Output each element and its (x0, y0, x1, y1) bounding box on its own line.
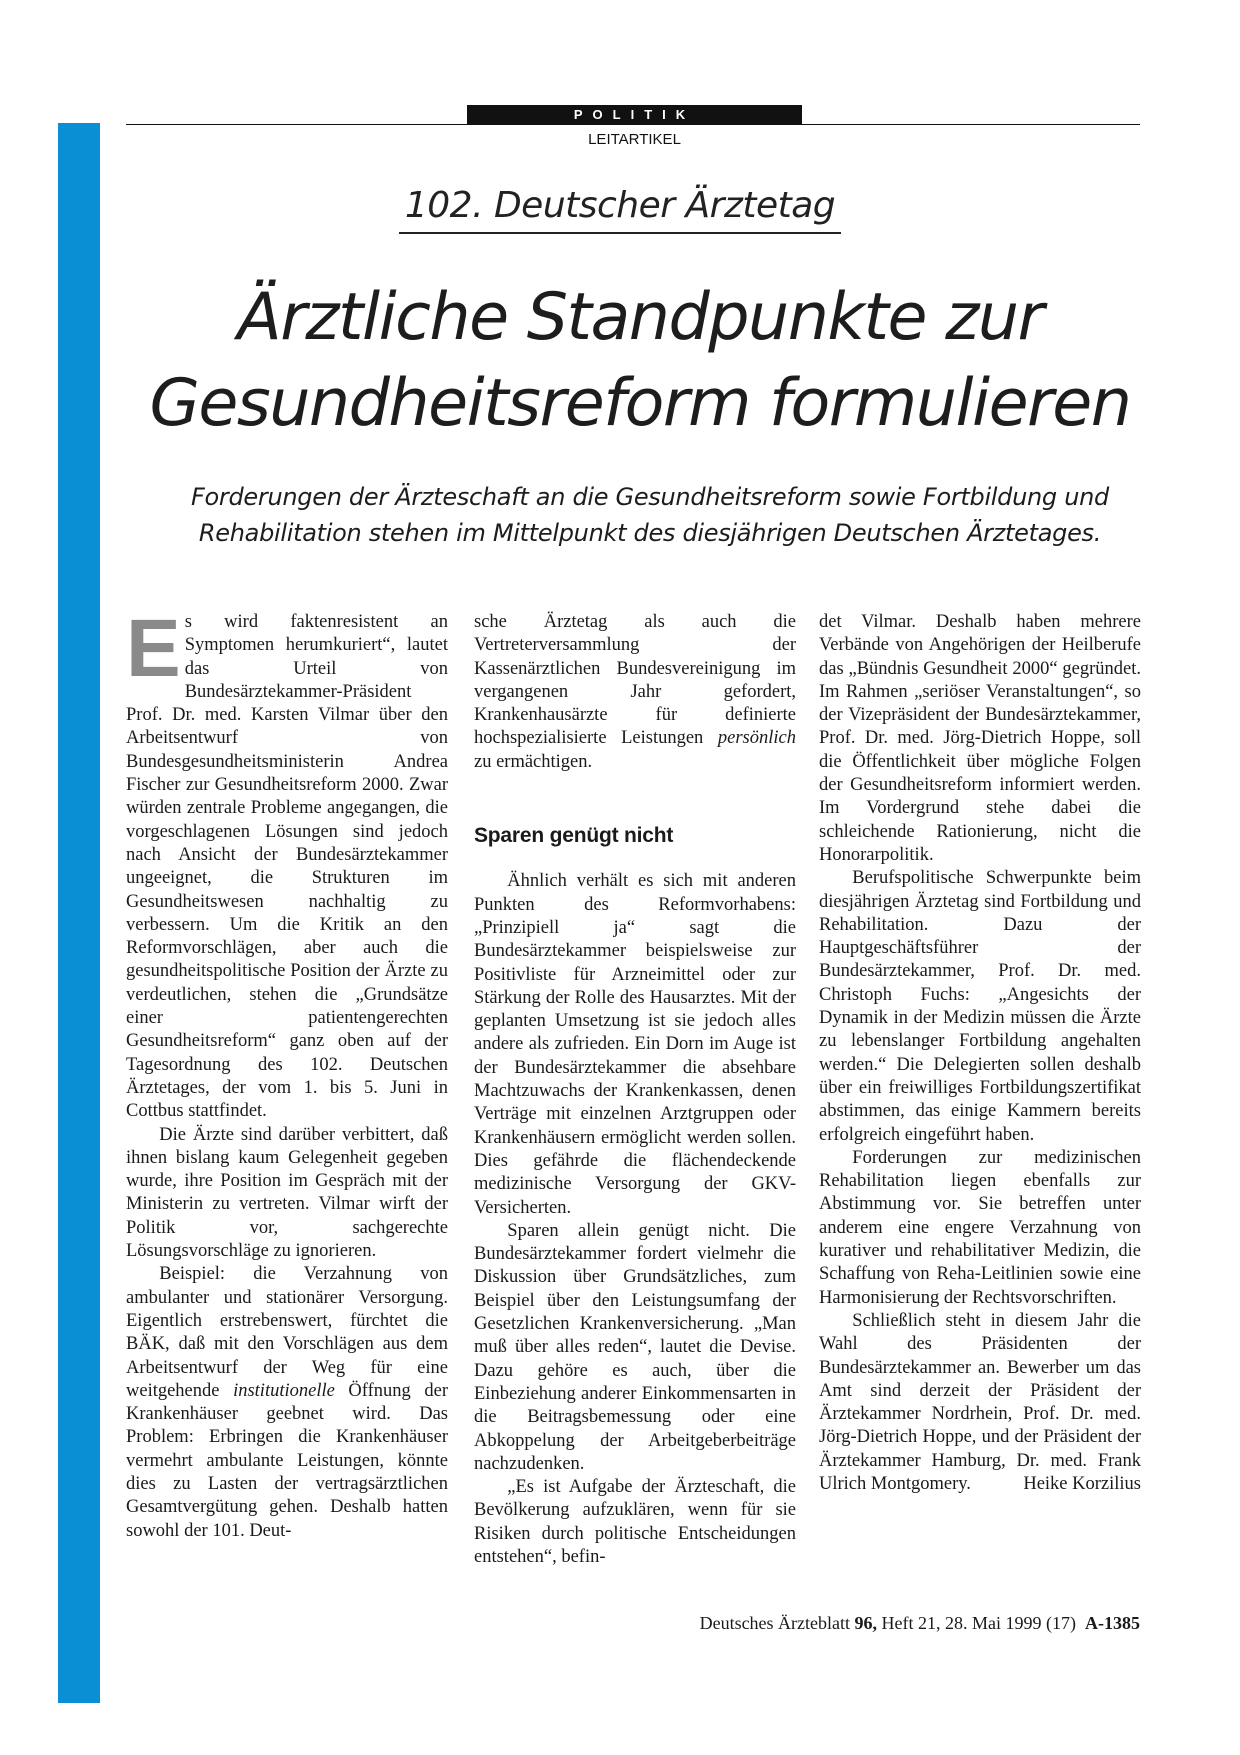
paragraph (126, 603, 448, 1124)
headline-line-2: Gesundheitsreform formulieren (149, 366, 1131, 441)
paragraph: Die Ärzte sind darüber verbittert, daß ihnen bislang kaum Gelegenheit gegeben wurde, ihre Position im Gespräch mit der Ministerin zu vertreten. Vilmar wirft der Politik vor, sachgerechte Lösungsvorschläge zu ignorieren. (126, 1124, 448, 1262)
headline-line-1: Ärztliche Standpunkte zur (237, 280, 1043, 355)
paragraph: Forderungen zur medizinischen Rehabilitation liegen ebenfalls zur Abstimmung vor. Sie betreffen unter anderem eine engere Verzahnung von kurativer und rehabilitativer Medizin, die Schaffung von Reha-Leitlinien sowie eine Harmonisierung der Rechtsvorschriften. (819, 1147, 1141, 1308)
volume: 96, (854, 1613, 878, 1633)
lead-paragraph: Forderungen der Ärzteschaft an die Gesundheitsreform sowie Fortbildung und Rehabilitation stehen im Mittelpunkt des diesjährigen Deutschen Ärztetages. (191, 483, 1109, 547)
column-1 (126, 603, 448, 1543)
header-rule (126, 124, 1140, 125)
page-number: A-1385 (1085, 1613, 1140, 1633)
paragraph (126, 1263, 448, 1543)
subheading: Sparen genügt nicht (474, 824, 674, 848)
subsection-label: LEITARTIKEL (588, 131, 681, 148)
drop-cap: E (126, 603, 181, 694)
paragraph (819, 1310, 1141, 1496)
emphasis: institutionelle (233, 1380, 335, 1401)
column-3 (819, 611, 1141, 1496)
paragraph-text: Öffnung der Krankenhäuser geebnet wird. Das Problem: Erbringen die Krankenhäuser vermehrt ambulante Leistungen, könnte dies zu Lasten der vertragsärztlichen Gesamtvergütung gehen. Deshalb hatten sowohl der 101. Deut- (126, 1380, 448, 1541)
section-label: POLITIK (467, 105, 802, 125)
paragraph-text: Beispiel: die Verzahnung von ambulanter und stationärer Versorgung. Eigentlich erstrebenswert, fürchtet die BÄK, daß mit den Vorschlägen aus dem Arbeitsentwurf der Weg für eine weitgehende (126, 1264, 448, 1401)
paragraph: „Es ist Aufgabe der Ärzteschaft, die Bevölkerung aufzuklären, wenn für sie Risiken durch politische Entscheidungen entstehen“, befin- (474, 1477, 796, 1567)
paragraph-text: s wird faktenresistent an Symptomen herumkuriert“, lautet das Urteil von Bundesärztekammer-Präsident Prof. Dr. med. Karsten Vilmar über den Arbeitsentwurf von Bundesgesundheitsministerin Andrea Fischer zur Gesundheitsreform 2000. Zwar würden zentrale Probleme angegangen, die vorgeschlagenen Lösungen sind jedoch nach Ansicht der Bundesärztekammer ungeeignet, die Strukturen im Gesundheitswesen nachhaltig zu verbessern. Um die Kritik an den Reformvorschlägen, aber auch die gesundheitspolitische Position der Ärzte zu verdeutlichen, stehen die „Grundsätze einer patientengerechten Gesundheitsreform“ ganz oben auf der Tagesordnung des 102. Deutschen Ärztetages, der vom 1. bis 5. Juni in Cottbus stattfindet. (126, 612, 448, 1122)
paragraph: Sparen allein genügt nicht. Die Bundesärztekammer fordert vielmehr die Diskussion über Grundsätzliches, zum Beispiel über den Leistungsumfang der Gesetzlichen Krankenversicherung. „Man muß über alles reden“, lautet die Devise. Dazu gehöre es auch, über die Einbeziehung anderer Einkommensarten in die Beitragsbemessung oder eine Abkoppelung der Arbeitgeberbeiträge nachzudenken. (474, 1220, 796, 1474)
kicker (0, 185, 1240, 226)
page-footer (700, 1613, 1140, 1634)
author-signature: Heike Korzilius (1023, 1473, 1141, 1494)
kicker-text: 102. Deutscher Ärztetag (399, 185, 841, 234)
issue-info: Heft 21, 28. Mai 1999 (17) (881, 1613, 1076, 1633)
paragraph: Ähnlich verhält es sich mit anderen Punkten des Reformvorhabens: „Prinzipiell ja“ sagt die Bundesärztekammer beispielsweise zur Positivliste für Arzneimittel oder zur Stärkung der Rolle des Hausarztes. Mit der geplanten Umsetzung ist sie jedoch alles andere als zufrieden. Ein Dorn im Auge ist der Bundesärztekammer die absehbare Machtzuwachs der Krankenkassen, denen Verträge mit einzelnen Arztgruppen oder Krankenhäusern ermöglicht werden sollen. Dies gefährde die flächendeckende medizinische Versorgung der GKV-Versicherten. (474, 871, 796, 1218)
emphasis: persönlich (717, 728, 796, 749)
column-2 (474, 611, 796, 1569)
blue-sidebar-bar (58, 123, 100, 1703)
journal-name: Deutsches Ärzteblatt (699, 1613, 851, 1633)
headline (100, 275, 1180, 447)
paragraph-text: zu ermächtigen. (474, 751, 593, 772)
paragraph-text: Schließlich steht in diesem Jahr die Wahl des Präsidenten der Bundesärztekammer an. Bewerber um das Amt sind derzeit der Präsident der Ärztekammer Nordrhein, Prof. Dr. med. Jörg-Dietrich Hoppe, und der Präsident der Ärztekammer Hamburg, Dr. med. Frank Ulrich Montgomery. (819, 1310, 1141, 1494)
paragraph (474, 611, 796, 774)
paragraph: det Vilmar. Deshalb haben mehrere Verbände von Angehörigen der Heilberufe das „Bündnis Gesundheit 2000“ gegründet. Im Rahmen „seriöser Veranstaltungen“, so der Vizepräsident der Bundesärztekammer, Prof. Dr. med. Jörg-Dietrich Hoppe, soll die Öffentlichkeit über mögliche Folgen der Gesundheitsreform informiert werden. Im Vordergrund stehe dabei die schleichende Rationierung, nicht die Honorarpolitik. (819, 612, 1141, 865)
paragraph-text: sche Ärztetag als auch die Vertreterversammlung der Kassenärztlichen Bundesvereinigung im vergangenen Jahr gefordert, Krankenhausärzte für definierte hochspezialisierte Leistungen (474, 612, 796, 749)
paragraph: Berufspolitische Schwerpunkte beim diesjährigen Ärztetag sind Fortbildung und Rehabilitation. Dazu der Hauptgeschäftsführer der Bundesärztekammer, Prof. Dr. med. Christoph Fuchs: „Angesichts der Dynamik in der Medizin müssen die Ärzte zu lebenslanger Fortbildung angehalten werden.“ Die Delegierten sollen deshalb über ein freiwilliges Fortbildungszertifikat abstimmen, das einige Kammern bereits erfolgreich eingeführt haben. (819, 868, 1141, 1145)
